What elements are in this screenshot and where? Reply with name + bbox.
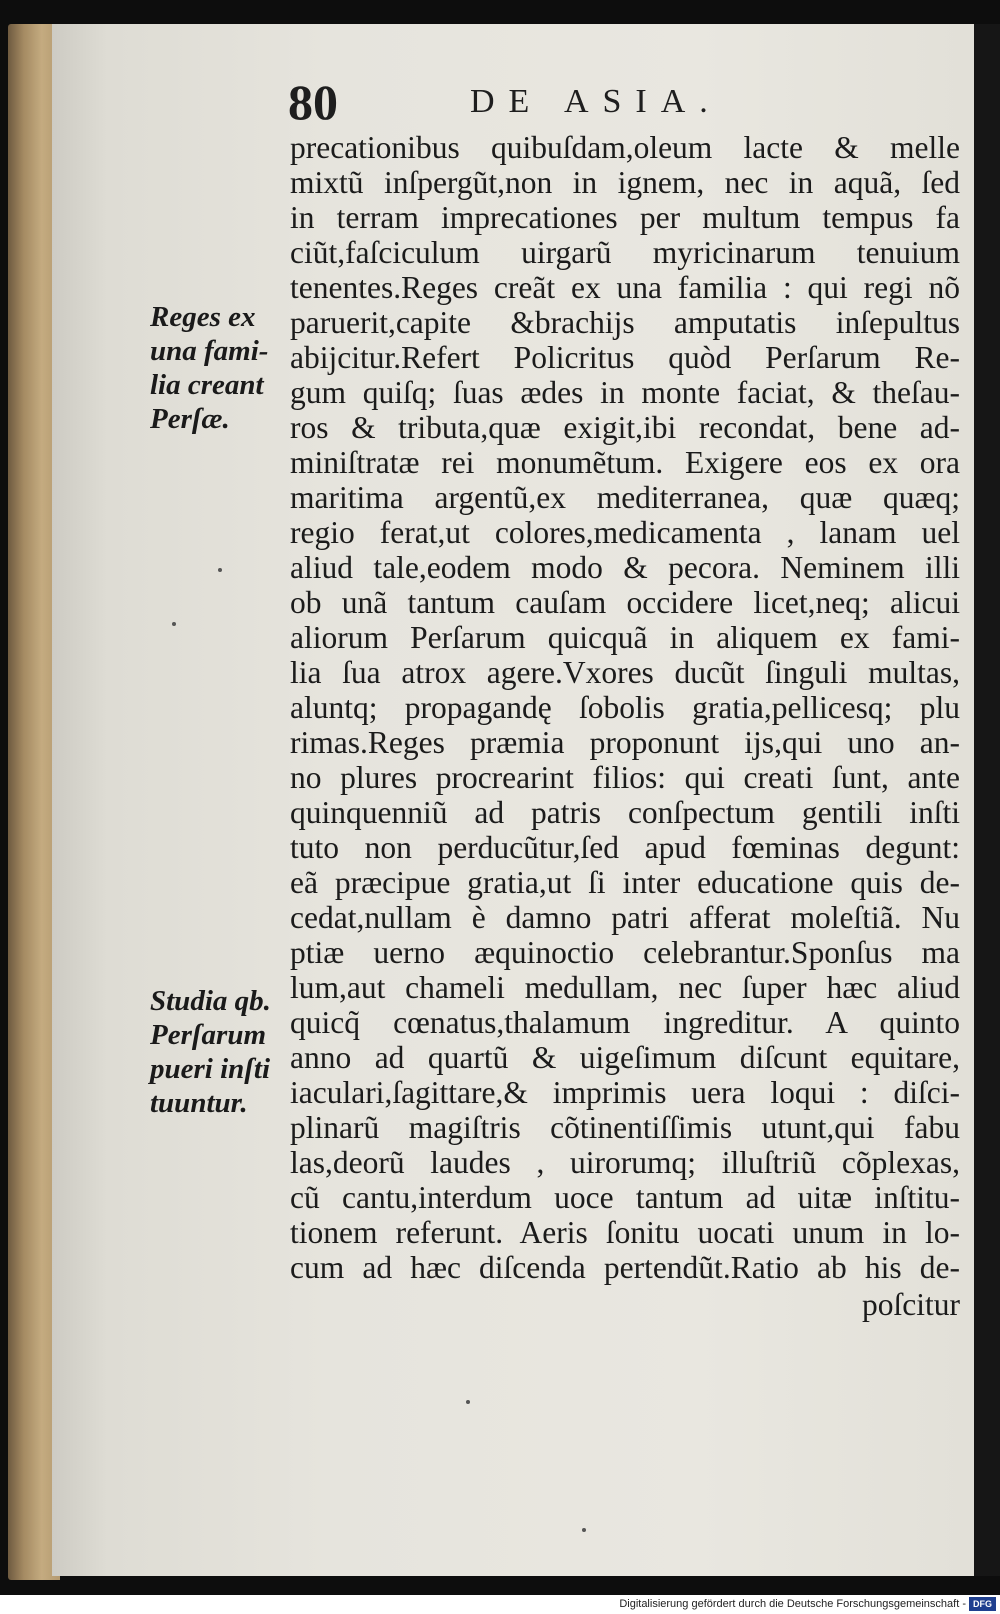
ink-speck <box>582 1528 586 1532</box>
text-line: ptiæ uerno æquinoctio celebrantur.Sponſus ma <box>290 935 960 970</box>
catchword: poſcitur <box>862 1287 960 1322</box>
text-line: quinquenniũ ad patris conſpectum gentili inſti <box>290 795 960 830</box>
text-line: plinarũ magiſtris cõtinentiſſimis utunt,qui fabu <box>290 1110 960 1145</box>
margin-note-line: Reges ex <box>150 301 256 333</box>
running-head: DE ASIA. <box>470 83 722 120</box>
ink-speck <box>172 622 176 626</box>
margin-note-studia <box>150 984 290 1120</box>
margin-note-line: Perſæ. <box>150 403 230 435</box>
text-line: tenentes.Reges creãt ex una familia : qui regi nõ <box>290 270 960 305</box>
text-line: aliud tale,eodem modo & pecora. Neminem illi <box>290 550 960 585</box>
text-line: anno ad quartũ & uigeſimum diſcunt equitare, <box>290 1040 960 1075</box>
margin-note-line: lia creant <box>150 369 264 401</box>
text-line: tuto non perducũtur,ſed apud fœminas degunt: <box>290 830 960 865</box>
text-line: gum quiſq; ſuas ædes in monte faciat, & theſau- <box>290 375 960 410</box>
text-line: rimas.Reges præmia proponunt ijs,qui uno an- <box>290 725 960 760</box>
body-text <box>290 130 960 1322</box>
margin-note-line: Perſarum <box>150 1019 266 1051</box>
dfg-logo: DFG <box>969 1597 996 1611</box>
right-gutter <box>974 24 1000 1576</box>
text-line: las,deorũ laudes , uirorumq; illuſtriũ cõplexas, <box>290 1145 960 1180</box>
text-line: maritima argentũ,ex mediterranea, quæ quæq; <box>290 480 960 515</box>
text-line: ciũt,faſciculum uirgarũ myricinarum tenuium <box>290 235 960 270</box>
text-line: tionem referunt. Aeris ſonitu uocati unum in lo- <box>290 1215 960 1250</box>
text-line: cedat,nullam è damno patri afferat moleſtiã. Nu <box>290 900 960 935</box>
text-line: abijcitur.Refert Policritus quòd Perſarum Re- <box>290 340 960 375</box>
margin-note-line: Studia qb. <box>150 985 271 1017</box>
text-line: precationibus quibuſdam,oleum lacte & melle <box>290 130 960 165</box>
text-line: paruerit,capite &brachijs amputatis inſepultus <box>290 305 960 340</box>
text-line: lia ſua atrox agere.Vxores ducũt ſinguli multas, <box>290 655 960 690</box>
text-line: quicq̃ cœnatus,thalamum ingreditur. A quinto <box>290 1005 960 1040</box>
text-line: cum ad hæc diſcenda pertendũt.Ratio ab his de- <box>290 1250 960 1285</box>
footer-credit: Digitalisierung gefördert durch die Deutsche Forschungsgemeinschaft - <box>619 1598 966 1610</box>
text-line: no plures procrearint filios: qui creati ſunt, ante <box>290 760 960 795</box>
text-line: ob unã tantum cauſam occidere licet,neq; alicui <box>290 585 960 620</box>
text-line: regio ferat,ut colores,medicamenta , lanam uel <box>290 515 960 550</box>
text-line: eã præcipue gratia,ut ſi inter educatione quis de- <box>290 865 960 900</box>
text-line: mixtũ inſpergũt,non in ignem, nec in aquã, ſed <box>290 165 960 200</box>
text-line: miniſtratæ rei monumẽtum. Exigere eos ex ora <box>290 445 960 480</box>
text-line: lum,aut chameli medullam, nec ſuper hæc aliud <box>290 970 960 1005</box>
ink-speck <box>466 1400 470 1404</box>
margin-note-reges <box>150 300 290 436</box>
margin-note-line: una fami- <box>150 335 269 367</box>
text-line: aliorum Perſarum quicquã in aliquem ex fami- <box>290 620 960 655</box>
text-line: iaculari,ſagittare,& imprimis uera loqui : diſci- <box>290 1075 960 1110</box>
text-line: in terram imprecationes per multum tempus fa <box>290 200 960 235</box>
page-number: 80 <box>288 74 338 130</box>
text-line: cũ cantu,interdum uoce tantum ad uitæ inſtitu- <box>290 1180 960 1215</box>
margin-note-line: pueri inſti <box>150 1053 271 1085</box>
ink-speck <box>218 568 222 572</box>
text-line: ros & tributa,quæ exigit,ibi recondat, bene ad- <box>290 410 960 445</box>
text-line: aluntq; propagandę ſobolis gratia,pellicesq; plu <box>290 690 960 725</box>
margin-note-line: tuuntur. <box>150 1087 248 1119</box>
